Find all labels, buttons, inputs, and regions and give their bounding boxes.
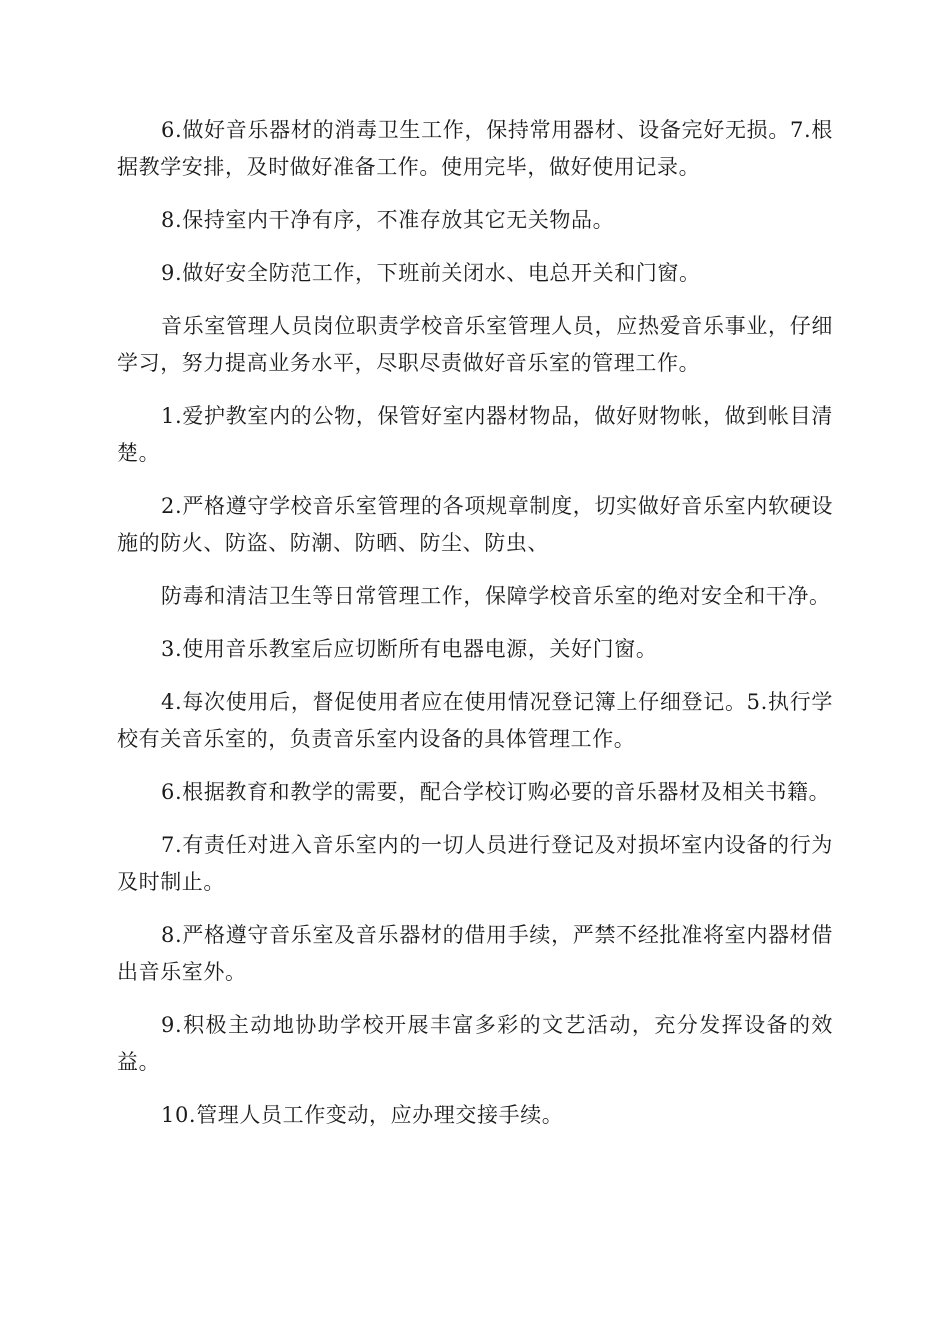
paragraph-duties-intro: 音乐室管理人员岗位职责学校音乐室管理人员，应热爱音乐事业，仔细学习，努力提高业务水平，尽职尽责做好音乐室的管理工作。 [117, 314, 833, 375]
paragraph-duty-6: 6.根据教育和教学的需要，配合学校订购必要的音乐器材及相关书籍。 [161, 780, 831, 804]
paragraph-duty-1: 1.爱护教室内的公物，保管好室内器材物品，做好财物帐，做到帐目清楚。 [117, 404, 833, 465]
paragraph-duty-2: 2.严格遵守学校音乐室管理的各项规章制度，切实做好音乐室内软硬设施的防火、防盗、防潮、防晒、防尘、防虫、 [117, 494, 833, 555]
paragraph-duty-9: 9.积极主动地协助学校开展丰富多彩的文艺活动，充分发挥设备的效益。 [117, 1013, 833, 1074]
paragraph-hygiene-prep: 6.做好音乐器材的消毒卫生工作，保持常用器材、设备完好无损。7.根据教学安排，及时做好准备工作。使用完毕，做好使用记录。 [117, 118, 833, 179]
document-body [117, 112, 833, 1150]
paragraph-safety: 9.做好安全防范工作，下班前关闭水、电总开关和门窗。 [161, 261, 701, 285]
paragraph-keep-clean: 8.保持室内干净有序，不准存放其它无关物品。 [161, 208, 615, 232]
paragraph-duty-3: 3.使用音乐教室后应切断所有电器电源，关好门窗。 [161, 637, 658, 661]
paragraph-duty-7: 7.有责任对进入音乐室内的一切人员进行登记及对损坏室内设备的行为及时制止。 [117, 833, 833, 894]
paragraph-duty-2-continued: 防毒和清洁卫生等日常管理工作，保障学校音乐室的绝对安全和干净。 [161, 584, 831, 608]
paragraph-duty-4-5: 4.每次使用后，督促使用者应在使用情况登记簿上仔细登记。5.执行学校有关音乐室的，负责音乐室内设备的具体管理工作。 [117, 690, 833, 751]
paragraph-duty-10: 10.管理人员工作变动，应办理交接手续。 [161, 1103, 564, 1127]
paragraph-duty-8: 8.严格遵守音乐室及音乐器材的借用手续，严禁不经批准将室内器材借出音乐室外。 [117, 923, 833, 984]
